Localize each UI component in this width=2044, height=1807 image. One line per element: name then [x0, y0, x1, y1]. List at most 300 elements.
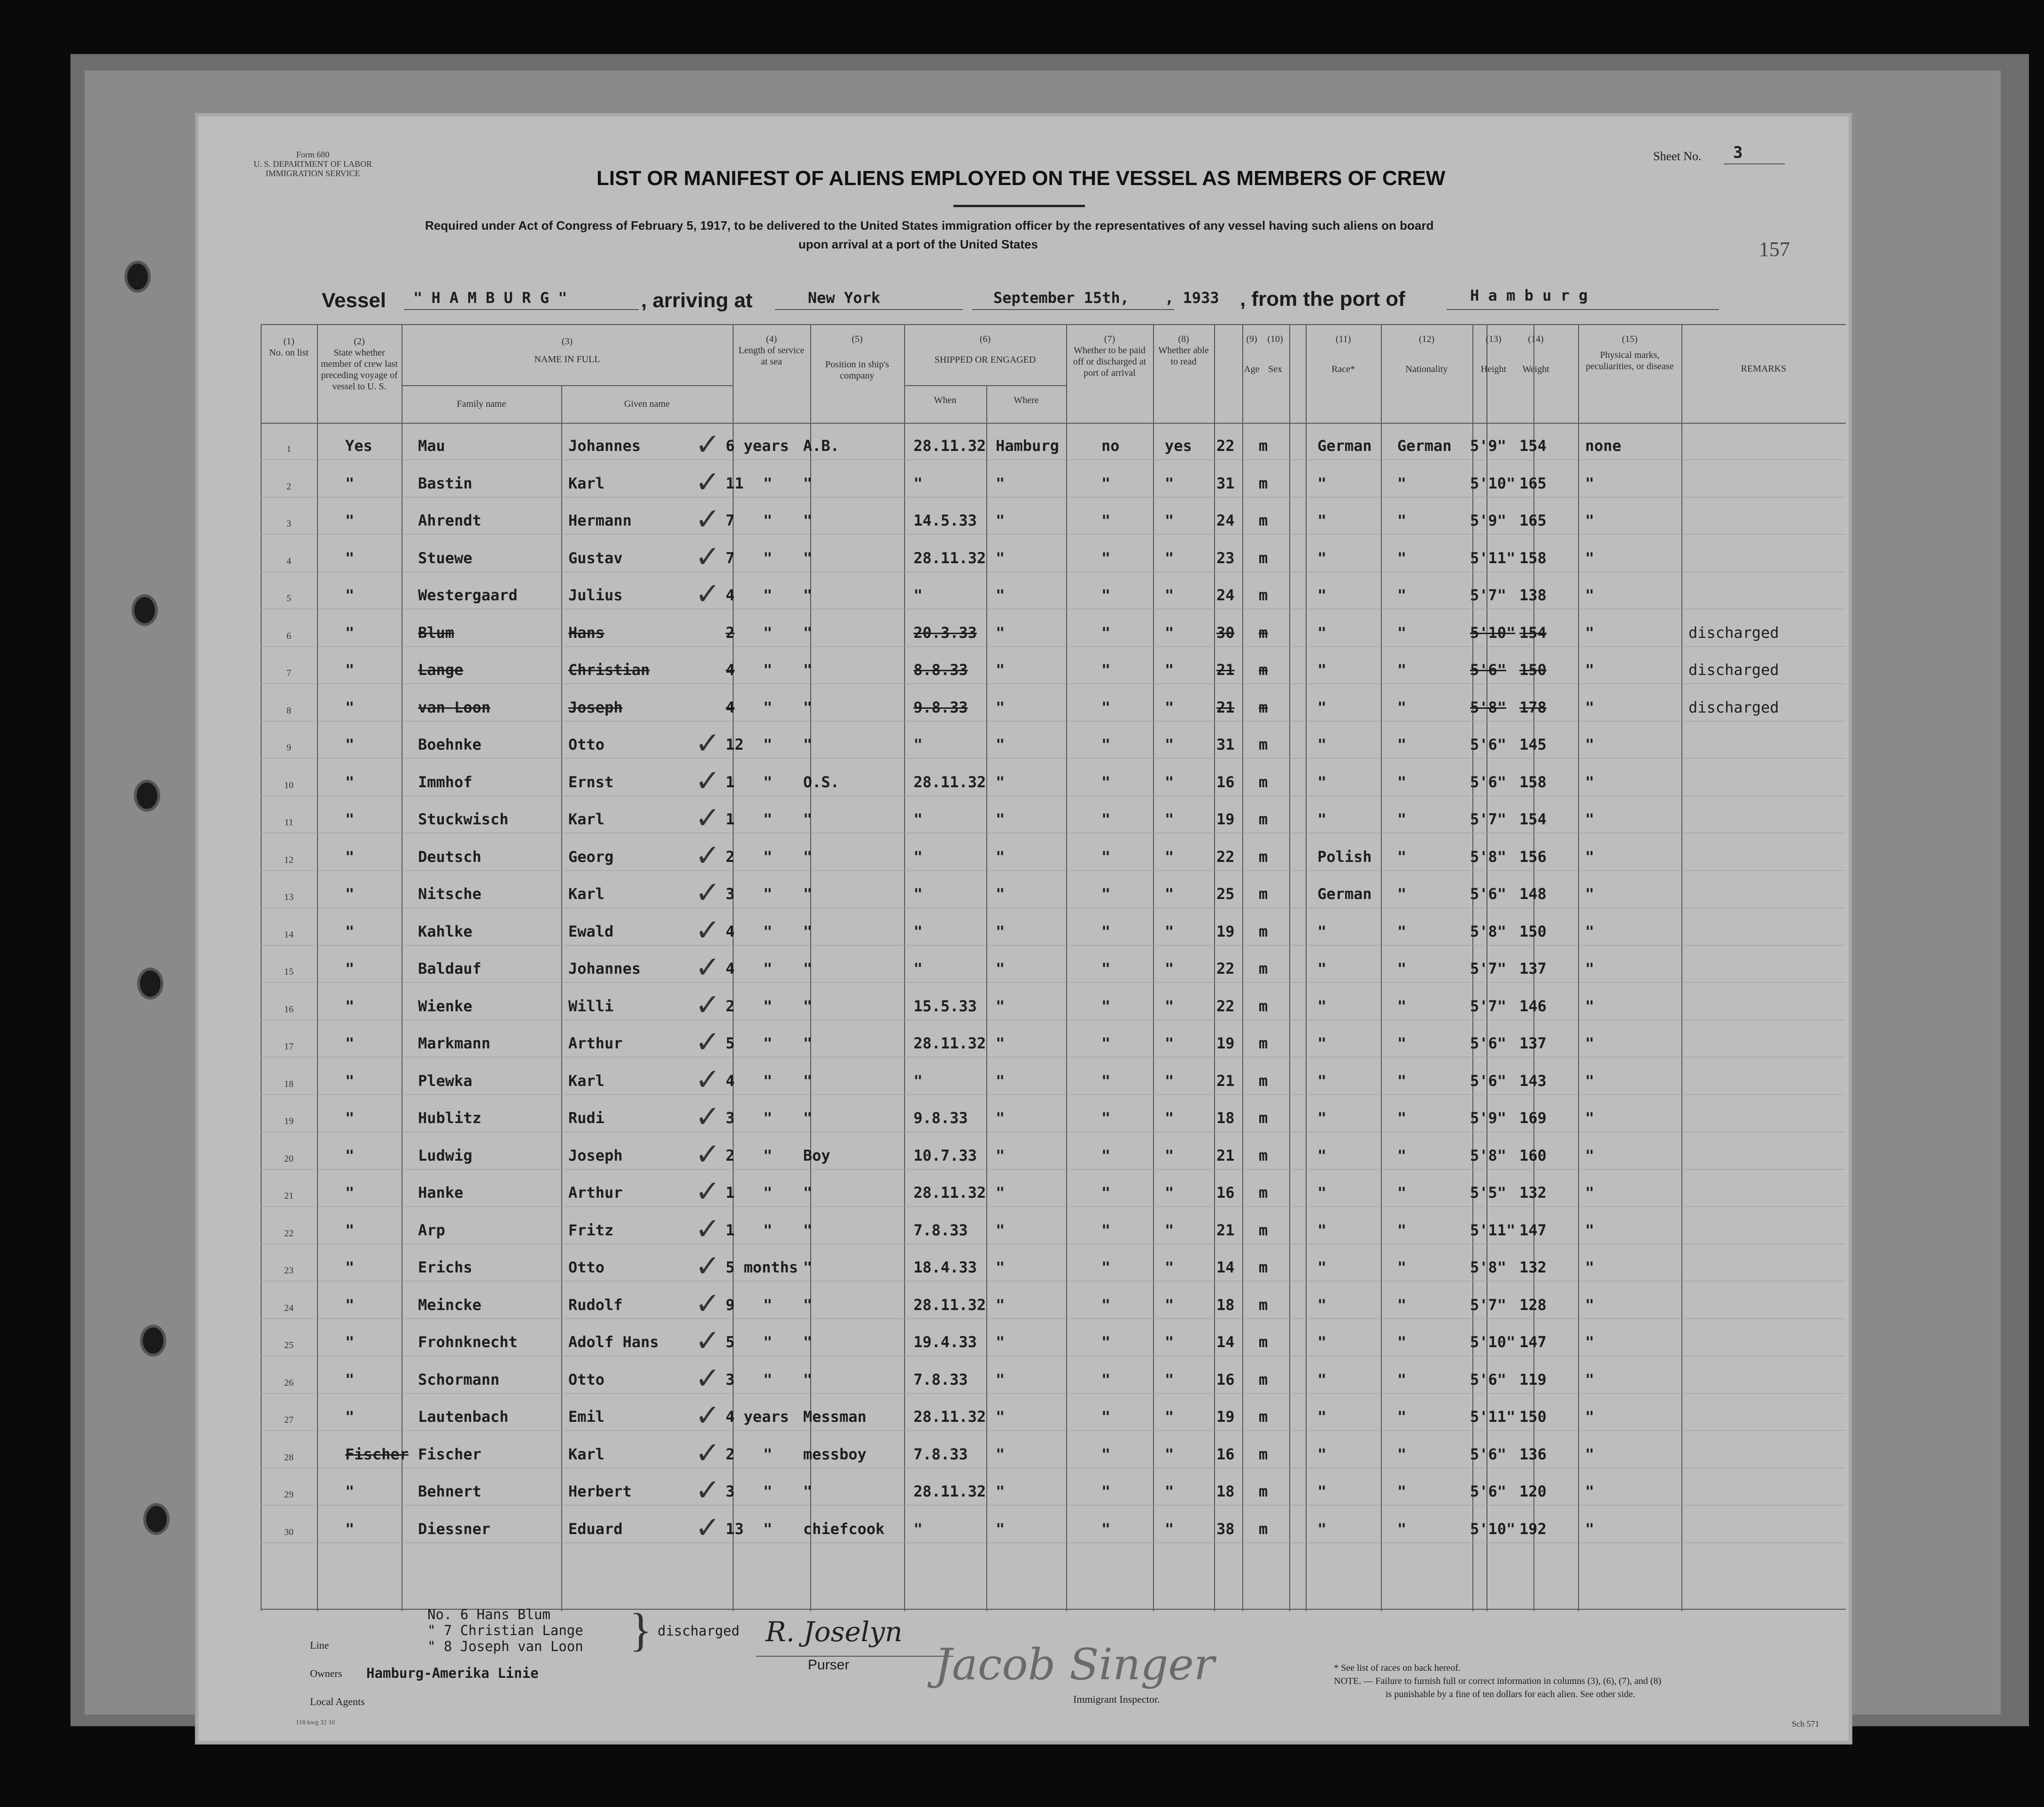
paid-off-cell: " [1101, 810, 1111, 828]
height-cell: 5'7" [1470, 997, 1507, 1015]
age-cell: 19 [1216, 810, 1235, 828]
vessel-underline [404, 309, 639, 310]
shipped-where-cell: " [996, 1071, 1005, 1090]
shipped-where-cell: " [996, 661, 1005, 679]
position-cell: " [803, 922, 813, 940]
shipped-where-cell: " [996, 698, 1005, 716]
age-cell: 38 [1216, 1520, 1235, 1538]
family-name-cell: Markmann [418, 1034, 491, 1052]
family-name-cell: Lange [418, 661, 464, 679]
service-length-cell: 2 [726, 1445, 735, 1463]
vessel-label: Vessel [322, 289, 387, 312]
able-to-read-cell: " [1165, 997, 1174, 1015]
position-cell: O.S. [803, 773, 840, 791]
service-ditto-cell: " [763, 698, 773, 716]
height-cell: 5'9" [1470, 1109, 1507, 1127]
family-name-cell: Diessner [418, 1520, 491, 1538]
col-divider [1381, 324, 1382, 1611]
prev-voyage-cell: " [345, 1258, 355, 1276]
row-number: 25 [284, 1340, 294, 1350]
weight-cell: 138 [1519, 586, 1547, 604]
able-to-read-cell: " [1165, 1184, 1174, 1202]
inspector-signature: Jacob Singer [935, 1639, 1215, 1690]
height-cell: 5'6" [1470, 1445, 1507, 1463]
nationality-cell: " [1397, 474, 1407, 492]
prev-voyage-cell: Fischer [345, 1445, 409, 1463]
shipped-where-cell: " [996, 1146, 1005, 1164]
prev-voyage-cell: " [345, 1109, 355, 1127]
race-cell: " [1317, 1370, 1327, 1388]
nationality-cell: " [1397, 1071, 1407, 1090]
age-cell: 22 [1216, 997, 1235, 1015]
form-title: LIST OR MANIFEST OF ALIENS EMPLOYED ON THE VESSEL AS MEMBERS OF CREW [596, 167, 1446, 190]
race-cell: " [1317, 1408, 1327, 1426]
check-mark-icon: ✓ [695, 539, 720, 574]
weight-cell: 150 [1519, 1408, 1547, 1426]
given-name-cell: Willi [568, 997, 614, 1015]
age-cell: 31 [1216, 474, 1235, 492]
name-subheader-rule [402, 385, 733, 386]
given-name-cell: Rudi [568, 1109, 605, 1127]
prev-voyage-cell: " [345, 922, 355, 940]
service-length-cell: 2 [726, 997, 735, 1015]
weight-cell: 178 [1519, 698, 1547, 716]
family-name-cell: Meincke [418, 1295, 481, 1314]
weight-cell: 147 [1519, 1221, 1547, 1239]
paid-off-cell: " [1101, 960, 1111, 977]
title-rule [953, 205, 1085, 207]
race-cell: " [1317, 1146, 1327, 1164]
shipped-when-cell: " [914, 960, 923, 977]
row-number: 7 [286, 668, 291, 678]
race-cell: " [1317, 661, 1327, 679]
shipped-when-cell: 28.11.32 [914, 549, 986, 567]
physical-marks-cell: " [1585, 1445, 1595, 1463]
prev-voyage-cell: " [345, 885, 355, 903]
position-cell: " [803, 1034, 813, 1052]
shipped-where-cell: " [996, 922, 1005, 940]
sex-cell: m [1259, 1221, 1268, 1239]
row-number: 15 [284, 967, 294, 977]
given-name-cell: Otto [568, 1370, 605, 1388]
able-to-read-cell: yes [1165, 437, 1192, 455]
nationality-cell: " [1397, 960, 1407, 977]
sex-cell: m [1259, 1333, 1268, 1351]
weight-cell: 132 [1519, 1258, 1547, 1276]
col-divider [1681, 324, 1682, 1611]
position-cell: " [803, 698, 813, 716]
given-name-cell: Georg [568, 847, 614, 866]
age-cell: 16 [1216, 1370, 1235, 1388]
paid-off-cell: " [1101, 1482, 1111, 1500]
nationality-cell: " [1397, 1258, 1407, 1276]
race-cell: " [1317, 1221, 1327, 1239]
paid-off-cell: " [1101, 586, 1111, 604]
shipped-when-cell: 28.11.32 [914, 1295, 986, 1314]
prev-voyage-cell: " [345, 623, 355, 642]
position-cell: Messman [803, 1408, 867, 1426]
sex-cell: m [1259, 960, 1268, 977]
service-length-cell: 13 [726, 1520, 744, 1538]
position-cell: chiefcook [803, 1520, 885, 1538]
weight-cell: 150 [1519, 922, 1547, 940]
position-cell: " [803, 512, 813, 529]
check-mark-icon: ✓ [695, 763, 720, 799]
row-number: 19 [284, 1116, 294, 1126]
physical-marks-cell: " [1585, 623, 1595, 642]
nationality-cell: " [1397, 1408, 1407, 1426]
check-mark-icon: ✓ [695, 1286, 720, 1321]
service-length-cell: 4 [726, 661, 735, 679]
shipped-where-cell: " [996, 586, 1005, 604]
row-number: 4 [286, 556, 291, 566]
paid-off-cell: " [1101, 736, 1111, 753]
port-underline [1447, 309, 1719, 310]
service-length-cell: 11 [726, 474, 744, 492]
weight-cell: 119 [1519, 1370, 1547, 1388]
race-cell: " [1317, 1333, 1327, 1351]
family-name-cell: Stuewe [418, 549, 472, 567]
height-cell: 5'9" [1470, 437, 1507, 455]
shipped-where-cell: " [996, 997, 1005, 1015]
age-cell: 31 [1216, 736, 1235, 753]
row-number: 8 [286, 705, 291, 716]
position-cell: " [803, 1258, 813, 1276]
height-cell: 5'7" [1470, 810, 1507, 828]
row-number: 26 [284, 1377, 294, 1388]
race-cell: German [1317, 437, 1372, 455]
position-cell: " [803, 623, 813, 642]
age-cell: 23 [1216, 549, 1235, 567]
row-rule [261, 646, 1846, 647]
remarks-cell: discharged [1688, 661, 1779, 679]
able-to-read-cell: " [1165, 885, 1174, 903]
paid-off-cell: " [1101, 1520, 1111, 1538]
able-to-read-cell: " [1165, 1221, 1174, 1239]
physical-marks-cell: " [1585, 736, 1595, 753]
height-cell: 5'8" [1470, 698, 1507, 716]
row-rule [261, 1206, 1846, 1207]
row-rule [261, 1094, 1846, 1095]
able-to-read-cell: " [1165, 698, 1174, 716]
race-cell: " [1317, 512, 1327, 529]
sex-cell: m [1259, 698, 1268, 716]
family-name-cell: Mau [418, 437, 445, 455]
paid-off-cell: " [1101, 549, 1111, 567]
physical-marks-cell: " [1585, 885, 1595, 903]
shipped-when-cell: 20.3.33 [914, 623, 977, 642]
row-number: 16 [284, 1004, 294, 1015]
height-cell: 5'11" [1470, 1221, 1516, 1239]
family-name-cell: Behnert [418, 1482, 481, 1500]
service-ditto-cell: " [763, 922, 773, 940]
nationality-cell: " [1397, 661, 1407, 679]
shipped-when-cell: 28.11.32 [914, 437, 986, 455]
given-name-cell: Karl [568, 1071, 605, 1090]
age-cell: 16 [1216, 1445, 1235, 1463]
col12-header: (12) Nationality [1405, 334, 1448, 374]
row-number: 29 [284, 1489, 294, 1500]
sex-cell: m [1259, 997, 1268, 1015]
weight-cell: 143 [1519, 1071, 1547, 1090]
paid-off-cell: " [1101, 773, 1111, 791]
row-number: 1 [286, 444, 291, 454]
height-cell: 5'6" [1470, 1034, 1507, 1052]
shipped-where-cell: " [996, 1520, 1005, 1538]
weight-cell: 160 [1519, 1146, 1547, 1164]
service-length-cell: 5 [726, 1333, 735, 1351]
paid-off-cell: " [1101, 997, 1111, 1015]
paid-off-cell: " [1101, 922, 1111, 940]
nationality-cell: " [1397, 1333, 1407, 1351]
given-name-cell: Julius [568, 586, 623, 604]
physical-marks-cell: " [1585, 773, 1595, 791]
row-number: 30 [284, 1527, 294, 1537]
nationality-cell: " [1397, 1034, 1407, 1052]
service-ditto-cell: " [763, 810, 773, 828]
weight-cell: 169 [1519, 1109, 1547, 1127]
given-name-cell: Karl [568, 885, 605, 903]
paid-off-cell: no [1101, 437, 1120, 455]
paid-off-cell: " [1101, 512, 1111, 529]
family-name-cell: Hublitz [418, 1109, 481, 1127]
shipped-where-cell: " [996, 1184, 1005, 1202]
shipped-when-cell: 14.5.33 [914, 512, 977, 529]
race-cell: " [1317, 810, 1327, 828]
physical-marks-cell: " [1585, 1333, 1595, 1351]
service: IMMIGRATION SERVICE [265, 168, 360, 178]
age-cell: 19 [1216, 1034, 1235, 1052]
age-cell: 21 [1216, 661, 1235, 679]
race-cell: " [1317, 1258, 1327, 1276]
service-ditto-cell: " [763, 736, 773, 753]
height-cell: 5'8" [1470, 1146, 1507, 1164]
col-divider [402, 324, 403, 1611]
height-cell: 5'8" [1470, 1258, 1507, 1276]
age-cell: 18 [1216, 1109, 1235, 1127]
family-name-cell: Stuckwisch [418, 810, 509, 828]
nationality-cell: " [1397, 512, 1407, 529]
able-to-read-cell: " [1165, 1146, 1174, 1164]
able-to-read-cell: " [1165, 1482, 1174, 1500]
service-ditto-cell: " [763, 885, 773, 903]
shipped-subheader-rule [904, 385, 1066, 386]
shipped-when-cell: " [914, 586, 923, 604]
col15-header: (15) Physical marks, peculiarities, or disease [1586, 334, 1674, 372]
row-number: 10 [284, 780, 294, 791]
service-ditto-cell: " [763, 1295, 773, 1314]
nationality-cell: " [1397, 586, 1407, 604]
col-divider [1306, 324, 1307, 1611]
given-name-cell: Otto [568, 736, 605, 753]
service-length-cell: 3 [726, 885, 735, 903]
family-name-cell: Bastin [418, 474, 472, 492]
shipped-when-cell: 9.8.33 [914, 1109, 968, 1127]
height-cell: 5'7" [1470, 586, 1507, 604]
col-divider [1242, 324, 1243, 1611]
paid-off-cell: " [1101, 698, 1111, 716]
physical-marks-cell: " [1585, 1520, 1595, 1538]
family-name-cell: Wienke [418, 997, 472, 1015]
prev-voyage-cell: " [345, 847, 355, 866]
nationality-cell: " [1397, 623, 1407, 642]
service-ditto-cell: " [763, 1071, 773, 1090]
weight-cell: 137 [1519, 960, 1547, 977]
physical-marks-cell: " [1585, 922, 1595, 940]
height-cell: 5'6" [1470, 736, 1507, 753]
weight-cell: 192 [1519, 1520, 1547, 1538]
able-to-read-cell: " [1165, 773, 1174, 791]
check-mark-icon: ✓ [695, 1025, 720, 1060]
race-cell: " [1317, 623, 1327, 642]
row-rule [261, 945, 1846, 946]
prev-voyage-cell: " [345, 1034, 355, 1052]
nationality-cell: " [1397, 1109, 1407, 1127]
race-cell: " [1317, 1445, 1327, 1463]
shipped-when-cell: 8.8.33 [914, 661, 968, 679]
sex-cell: m [1259, 549, 1268, 567]
prev-voyage-cell: " [345, 997, 355, 1015]
check-mark-icon: ✓ [695, 876, 720, 910]
check-mark-icon: ✓ [695, 1435, 720, 1471]
physical-marks-cell: none [1585, 437, 1622, 455]
given-name-cell: Arthur [568, 1184, 623, 1202]
physical-marks-cell: " [1585, 586, 1595, 604]
from-port-label: , from the port of [1240, 287, 1405, 310]
nationality-cell: " [1397, 549, 1407, 567]
row-number: 5 [286, 593, 291, 604]
discharge-note [427, 1606, 583, 1655]
sex-cell: m [1259, 885, 1268, 903]
sex-cell: m [1259, 1295, 1268, 1314]
check-mark-icon: ✓ [695, 801, 720, 836]
row-number: 2 [286, 481, 291, 492]
weight-cell: 156 [1519, 847, 1547, 866]
schedule-number: Sch 571 [1792, 1719, 1819, 1729]
given-name-cell: Otto [568, 1258, 605, 1276]
paid-off-cell: " [1101, 1184, 1111, 1202]
form-subtitle-1: Required under Act of Congress of February 5, 1917, to be delivered to the United States immigration officer by the representatives of any vessel having such aliens on board [425, 218, 1434, 233]
shipped-where-cell: " [996, 1482, 1005, 1500]
able-to-read-cell: " [1165, 810, 1174, 828]
height-cell: 5'11" [1470, 1408, 1516, 1426]
prev-voyage-cell: " [345, 773, 355, 791]
service-ditto-cell: " [763, 549, 773, 567]
shipped-when-cell: 7.8.33 [914, 1445, 968, 1463]
family-name-header: Family name [457, 399, 506, 409]
weight-cell: 154 [1519, 437, 1547, 455]
given-name-header: Given name [624, 399, 670, 409]
race-cell: " [1317, 773, 1327, 791]
physical-marks-cell: " [1585, 1184, 1595, 1202]
shipped-when-cell: " [914, 810, 923, 828]
height-cell: 5'6" [1470, 773, 1507, 791]
service-length-cell: 9 [726, 1295, 735, 1314]
age-cell: 16 [1216, 773, 1235, 791]
race-cell: " [1317, 1184, 1327, 1202]
shipped-where-cell: " [996, 1258, 1005, 1276]
given-name-cell: Karl [568, 474, 605, 492]
discharge-note-label: discharged [658, 1623, 740, 1639]
paid-off-cell: " [1101, 1071, 1111, 1090]
shipped-when-cell: 15.5.33 [914, 997, 977, 1015]
service-ditto-cell: " [763, 474, 773, 492]
given-name-cell: Christian [568, 661, 650, 679]
arriving-label: , arriving at [641, 289, 753, 312]
family-name-cell: Erichs [418, 1258, 472, 1276]
purser-label: Purser [808, 1657, 850, 1673]
paid-off-cell: " [1101, 1221, 1111, 1239]
service-length-cell: 4 [726, 1071, 735, 1090]
check-mark-icon: ✓ [695, 1398, 720, 1433]
service-ditto-cell: " [763, 1221, 773, 1239]
race-cell: " [1317, 922, 1327, 940]
shipped-when-cell: " [914, 736, 923, 753]
service-ditto-cell: " [763, 1034, 773, 1052]
binder-hole-3 [134, 780, 160, 812]
department: U. S. DEPARTMENT OF LABOR [254, 159, 372, 169]
departure-port: H a m b u r g [1470, 287, 1588, 304]
row-number: 11 [284, 817, 294, 828]
position-cell: " [803, 1071, 813, 1090]
discharge-brace: } [629, 1604, 652, 1656]
position-cell: " [803, 736, 813, 753]
purser-sig-line [756, 1656, 953, 1657]
height-cell: 5'10" [1470, 1520, 1516, 1538]
row-rule [261, 907, 1846, 908]
nationality-cell: " [1397, 773, 1407, 791]
race-cell: " [1317, 1034, 1327, 1052]
family-name-cell: Arp [418, 1221, 445, 1239]
check-mark-icon: ✓ [695, 726, 720, 761]
sex-cell: m [1259, 1071, 1268, 1090]
able-to-read-cell: " [1165, 1109, 1174, 1127]
check-mark-icon: ✓ [695, 1062, 720, 1097]
shipped-when-cell: 28.11.32 [914, 1034, 986, 1052]
service-ditto-cell: " [763, 512, 773, 529]
shipped-when-cell: 7.8.33 [914, 1221, 968, 1239]
check-mark-icon: ✓ [695, 1510, 720, 1545]
height-cell: 5'6" [1470, 1482, 1507, 1500]
weight-cell: 165 [1519, 512, 1547, 529]
given-name-cell: Johannes [568, 960, 641, 977]
given-name-cell: Herbert [568, 1482, 632, 1500]
able-to-read-cell: " [1165, 847, 1174, 866]
position-cell: " [803, 1184, 813, 1202]
arrival-date: September 15th, [993, 289, 1129, 307]
shipped-where-cell: " [996, 1221, 1005, 1239]
row-number: 23 [284, 1265, 294, 1276]
position-cell: " [803, 1333, 813, 1351]
col-divider [1153, 324, 1154, 1611]
col3-header: (3) NAME IN FULL [534, 336, 600, 365]
given-name-cell: Adolf Hans [568, 1333, 659, 1351]
family-name-cell: Lautenbach [418, 1408, 509, 1426]
service-ditto-cell: " [763, 1146, 773, 1164]
binder-hole-5 [140, 1325, 166, 1357]
physical-marks-cell: " [1585, 1034, 1595, 1052]
paid-off-cell: " [1101, 885, 1111, 903]
shipped-when-cell: 28.11.32 [914, 1482, 986, 1500]
shipped-when-cell: 10.7.33 [914, 1146, 977, 1164]
physical-marks-cell: " [1585, 810, 1595, 828]
prev-voyage-cell: " [345, 512, 355, 529]
row-number: 24 [284, 1303, 294, 1313]
given-name-cell: Ewald [568, 922, 614, 940]
prev-voyage-cell: " [345, 1071, 355, 1090]
service-ditto-cell: " [763, 1370, 773, 1388]
service-length-cell: 1 [726, 1184, 735, 1202]
